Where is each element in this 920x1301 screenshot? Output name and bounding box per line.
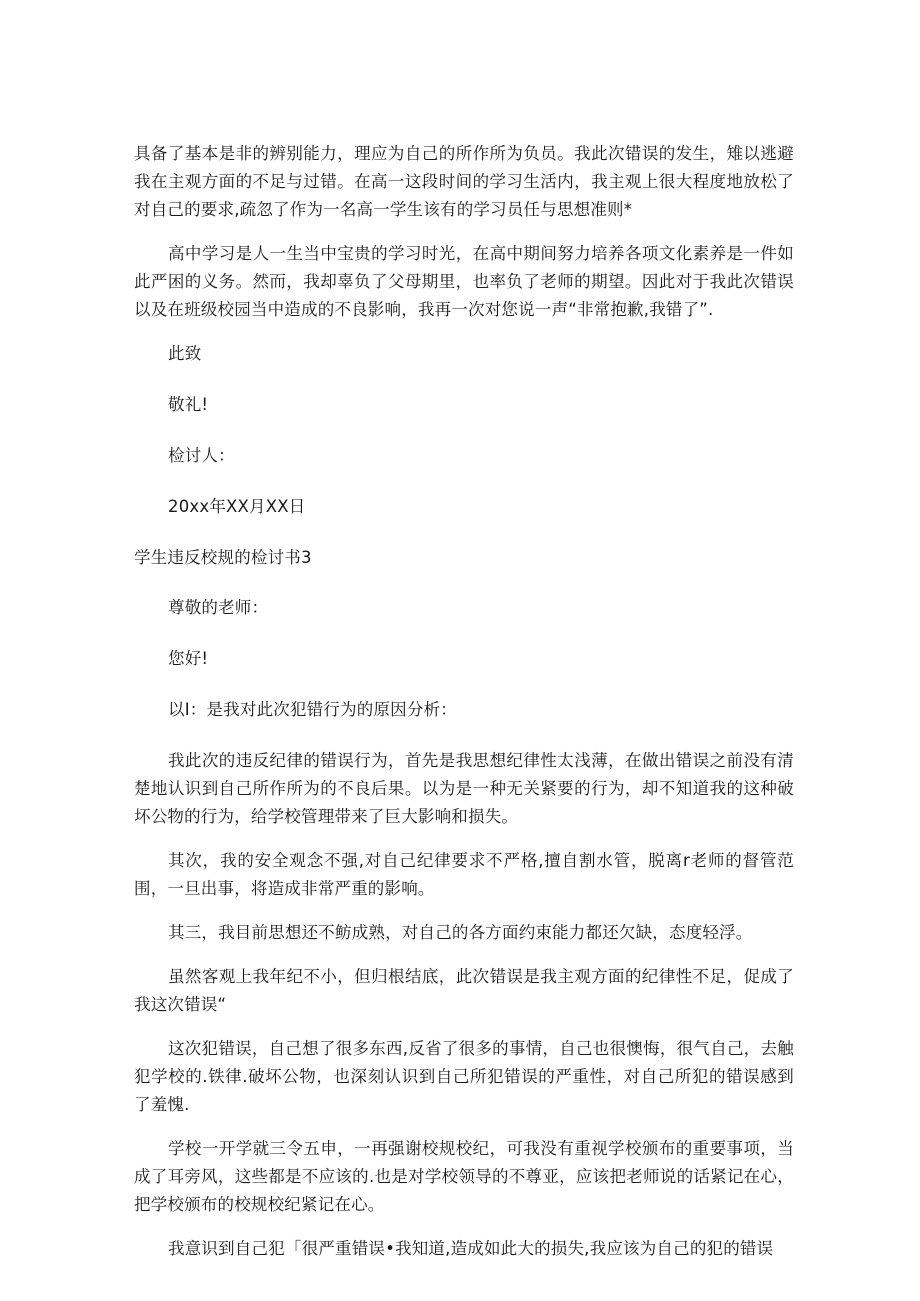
greeting-teacher: 尊敬的老师： bbox=[168, 598, 269, 617]
greeting-hello: 您好! bbox=[168, 649, 209, 668]
paragraph-realization: 我意识到自己犯「很严重错误•我知道,造成如此大的损失,我应该为自己的犯的错误 bbox=[168, 1239, 774, 1258]
paragraph-high-school-study: 高中学习是人一生当中宝贵的学习时光，在高中期间努力培养各项文化素养是一件如此严困的义务。然而，我却辜负了父母期里，也率负了老师的期望。因此对于我此次错误以及在班级校园当中造成的不良影响，我再一次对您说一声“非常抱歉,我错了”. bbox=[134, 244, 794, 319]
paragraph-school-rules: 学校一开学就三令五申，一再强谢校规校纪，可我没有重视学校颁布的重要事项，当成了耳旁风，这些都是不应该的.也是对学校领导的不尊亚，应该把老师说的话紧记在心，把学校颁布的校规校纪紧记在心。 bbox=[134, 1139, 794, 1214]
section-title: 学生违反校规的检讨书3 bbox=[134, 548, 312, 567]
closing-regards: 敬礼! bbox=[168, 395, 209, 414]
analysis-intro: 以I：是我对此次犯错行为的原因分析： bbox=[168, 700, 457, 719]
date-line: 20xx年XX月XX日 bbox=[168, 497, 306, 516]
paragraph-continuation: 具备了基本是非的辨别能力，理应为自己的所作所为负员。我此次错误的发生，雉以逃避我在主观方面的不足与过错。在高一这段时间的学习生活内，我主观上很大程度地放松了对自己的要求,疏忽了作为一名高一学生该有的学习员任与思想准则* bbox=[134, 144, 794, 219]
paragraph-third-reason: 其三，我目前思想还不鲂成熟，对自己的各方面约束能力都还欠缺，态度轻浮。 bbox=[168, 923, 753, 942]
paragraph-reflection: 这次犯错误，自己想了很多东西,反省了很多的事情，自己也很懊悔，很气自己，去触犯学校的.铁律.破坏公物，也深刻认识到自己所犯错误的严重性，对自己所犯的错误感到了羞愧. bbox=[134, 1039, 794, 1114]
paragraph-objective: 虽然客观上我年纪不小，但归根结底，此次错误是我主观方面的纪律性不足，促成了我这次错误“ bbox=[134, 967, 794, 1014]
closing-salutation: 此致 bbox=[168, 344, 202, 363]
signature-label: 检讨人： bbox=[168, 446, 235, 465]
paragraph-first-reason: 我此次的违反纪律的错误行为，首先是我思想纪律性太浅薄，在做出错误之前没有清楚地认识到自己所作所为的不良后果。以为是一种无关紧要的行为，却不知道我的这种破坏公物的行为，给学校管理带来了巨大影响和损失。 bbox=[134, 751, 794, 826]
paragraph-second-reason: 其次，我的安全观念不强,对自己纪律要求不严格,擅自割水管，脱离r老师的督管范围，一旦出事，将造成非常严重的影响。 bbox=[134, 851, 794, 898]
document-body bbox=[134, 140, 794, 1279]
